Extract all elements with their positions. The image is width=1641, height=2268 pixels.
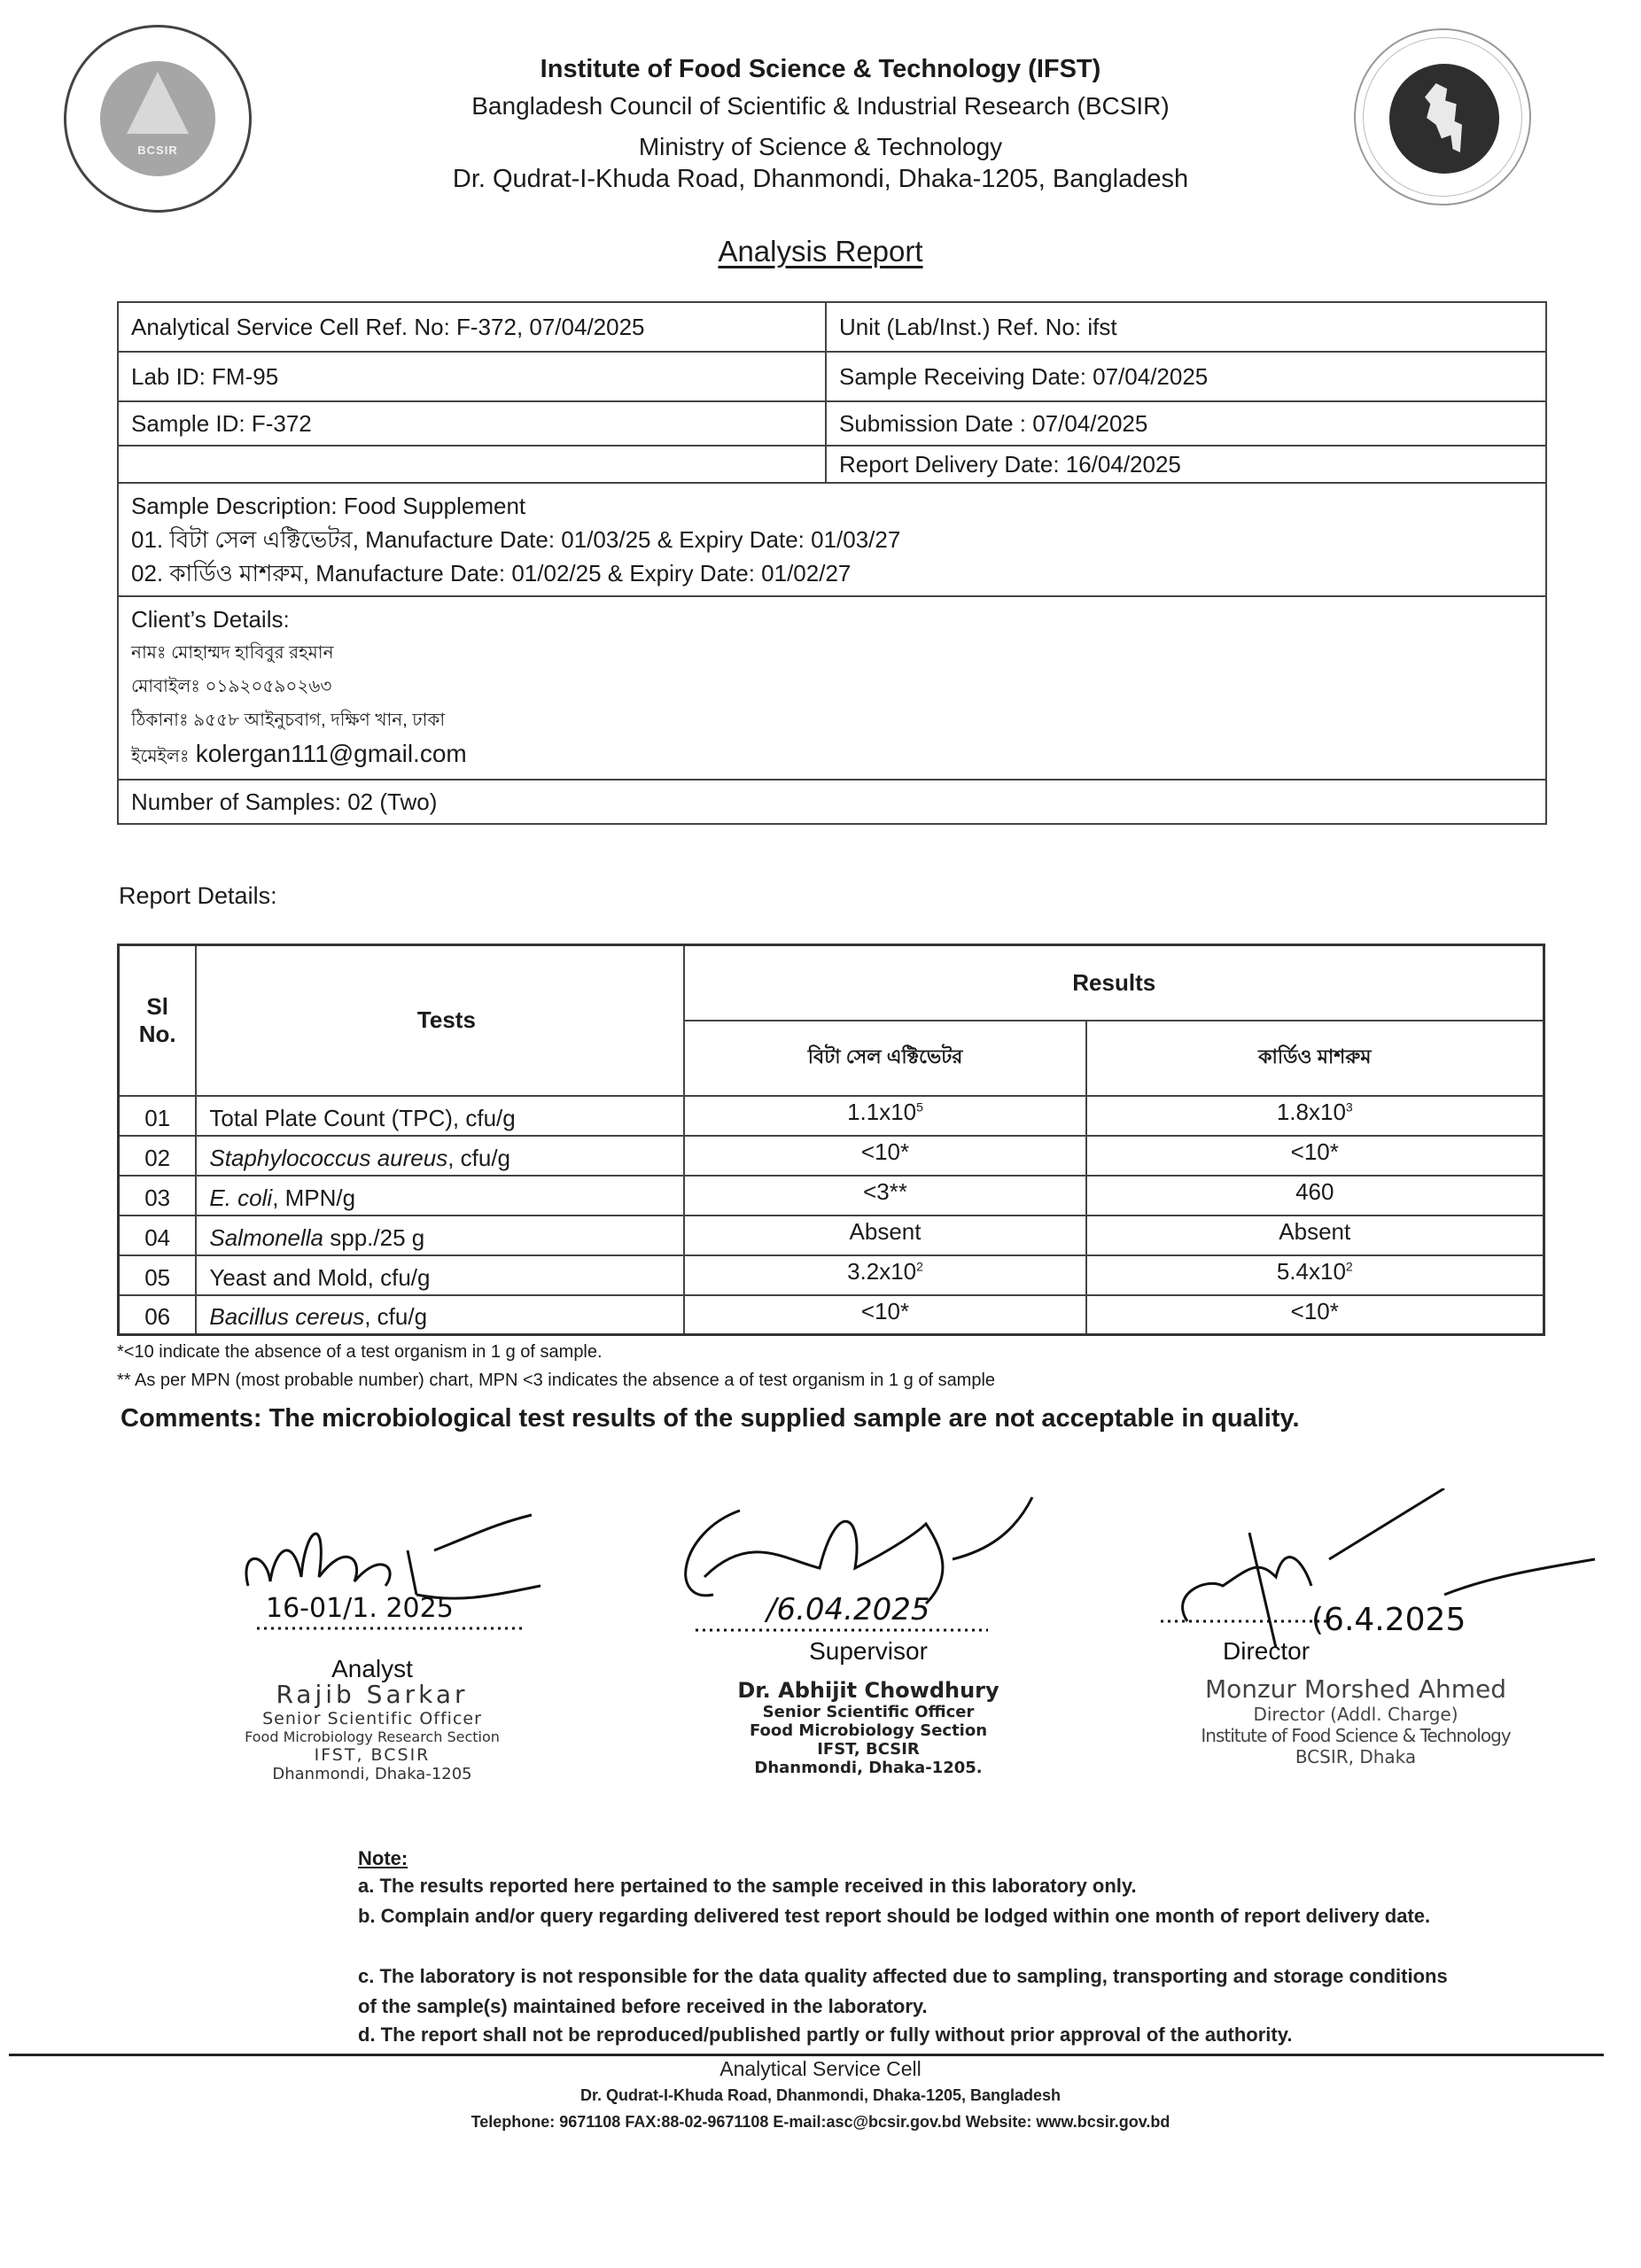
supervisor-block: Supervisor Dr. Abhijit Chowdhury Senior Scientific Officer Food Microbiology Section IFST, BCSIR Dhanmondi, Dhaka-1205.	[691, 1637, 1046, 1777]
lab-id: Lab ID: FM-95	[118, 352, 826, 401]
number-of-samples: Number of Samples: 02 (Two)	[118, 780, 1546, 824]
report-details-label: Report Details:	[119, 882, 277, 909]
footer-cell-name: Analytical Service Cell	[719, 2057, 922, 2080]
sample-item-1: 01. বিটা সেল এক্টিভেটর, Manufacture Date: 01/03/25 & Expiry Date: 01/03/27	[131, 526, 901, 553]
sample-1-header: বিটা সেল এক্টিভেটর	[684, 1021, 1085, 1096]
report-info-table	[117, 301, 1547, 825]
analyst-signature-icon	[230, 1497, 558, 1630]
sample-receiving-date: Sample Receiving Date: 07/04/2025	[826, 352, 1546, 401]
result-sample-1: $3.2x10^2$	[684, 1255, 1085, 1295]
results-table	[117, 944, 1545, 1336]
test-name: E. coli, MPN/g	[196, 1176, 684, 1216]
result-sample-2: <10*	[1086, 1136, 1544, 1176]
sl-no: 05	[119, 1255, 197, 1295]
result-sample-2: <10*	[1086, 1295, 1544, 1335]
test-name: Salmonella spp./25 g	[196, 1216, 684, 1255]
footer-divider	[9, 2054, 1604, 2056]
sl-no: 01	[119, 1096, 197, 1136]
note-c: c. The laboratory is not responsible for the data quality affected due to sampling, transporting and storage conditions of the sample(s) maintained before received in the laboratory.	[358, 1965, 1448, 2017]
result-sample-1: $1.1x10^5$	[684, 1096, 1085, 1136]
table-row	[119, 1216, 1544, 1255]
client-email: kolergan111@gmail.com	[195, 740, 467, 767]
analyst-role: Analyst	[331, 1655, 413, 1682]
footer-contact: Telephone: 9671108 FAX:88-02-9671108 E-mail:asc@bcsir.gov.bd Website: www.bcsir.gov.bd	[471, 2113, 1170, 2131]
empty-cell	[118, 446, 826, 483]
table-row	[119, 1096, 1544, 1136]
client-address: ঠিকানাঃ ৯৫৫৮ আইনুচবাগ, দক্ষিণ খান, ঢাকা	[131, 711, 446, 730]
svg-text:(6.4.2025: (6.4.2025	[1311, 1602, 1466, 1638]
sample-item-2: 02. কার্ডিও মাশরুম, Manufacture Date: 01/02/25 & Expiry Date: 01/02/27	[131, 560, 852, 586]
note-heading: Note:	[358, 1847, 408, 1869]
note-d: d. The report shall not be reproduced/published partly or fully without prior approval of the authority.	[358, 2023, 1293, 2046]
test-name: Yeast and Mold, cfu/g	[196, 1255, 684, 1295]
sl-no: 04	[119, 1216, 197, 1255]
supervisor-role: Supervisor	[809, 1637, 928, 1665]
result-sample-2: 460	[1086, 1176, 1544, 1216]
table-row	[119, 1295, 1544, 1335]
director-name: Monzur Morshed Ahmed	[1204, 1674, 1507, 1704]
note-a: a. The results reported here pertained to the sample received in this laboratory only.	[358, 1875, 1137, 1897]
table-row	[119, 1176, 1544, 1216]
comments: Comments: The microbiological test results of the supplied sample are not acceptable in quality.	[121, 1404, 1300, 1433]
client-details-section	[118, 596, 1546, 780]
footer-address: Dr. Qudrat-I-Khuda Road, Dhanmondi, Dhaka-1205, Bangladesh	[579, 2086, 1062, 2104]
footnote-1: *<10 indicate the absence of a test organism in 1 g of sample.	[117, 1342, 603, 1362]
sample-id: Sample ID: F-372	[118, 401, 826, 446]
sl-no: 02	[119, 1136, 197, 1176]
svg-text:/6.04.2025: /6.04.2025	[766, 1592, 930, 1627]
result-sample-1: <3**	[684, 1176, 1085, 1216]
result-sample-1: <10*	[684, 1295, 1085, 1335]
page-title: Analysis Report	[718, 235, 923, 268]
logo-text: BCSIR	[137, 144, 178, 157]
sample-description-section	[118, 483, 1546, 596]
sample-2-header: কার্ডিও মাশরুম	[1086, 1021, 1544, 1096]
client-email-row	[131, 737, 1533, 773]
council-name: Bangladesh Council of Scientific & Industrial Research (BCSIR)	[471, 92, 1170, 120]
result-sample-2: $5.4x10^2$	[1086, 1255, 1544, 1295]
table-row	[119, 1136, 1544, 1176]
analyst-block: Analyst Rajib Sarkar Senior Scientific Officer Food Microbiology Research Section IFST, BCSIR Dhanmondi, Dhaka-1205	[159, 1655, 585, 1783]
sl-no: 03	[119, 1176, 197, 1216]
supervisor-signature-icon	[660, 1480, 1059, 1635]
institute-name: Institute of Food Science & Technology (IFST)	[540, 55, 1101, 83]
director-signature-icon	[1152, 1488, 1613, 1648]
analyst-name: Rajib Sarkar	[276, 1680, 469, 1709]
svg-text:16-01/1. 2025: 16-01/1. 2025	[266, 1593, 454, 1624]
test-name: Bacillus cereus, cfu/g	[196, 1295, 684, 1335]
client-name: নামঃ মোহাম্মদ হাবিবুর রহমান	[131, 643, 334, 663]
director-role: Director	[1223, 1637, 1310, 1665]
results-header: Results	[684, 945, 1544, 1021]
unit-ref-no: Unit (Lab/Inst.) Ref. No: ifst	[826, 302, 1546, 352]
header-address: Dr. Qudrat-I-Khuda Road, Dhanmondi, Dhaka-1205, Bangladesh	[452, 165, 1189, 193]
result-sample-2: Absent	[1086, 1216, 1544, 1255]
sl-no: 06	[119, 1295, 197, 1335]
test-name: Staphylococcus aureus, cfu/g	[196, 1136, 684, 1176]
asc-ref-no: Analytical Service Cell Ref. No: F-372, 07/04/2025	[118, 302, 826, 352]
supervisor-name: Dr. Abhijit Chowdhury	[737, 1678, 999, 1703]
sample-description: Sample Description: Food Supplement	[131, 493, 526, 519]
result-sample-2: $1.8x10^3$	[1086, 1096, 1544, 1136]
test-name: Total Plate Count (TPC), cfu/g	[196, 1096, 684, 1136]
client-email-label: ইমেইলঃ	[131, 747, 190, 766]
table-row	[119, 1255, 1544, 1295]
director-block: Director Monzur Morshed Ahmed Director (Addl. Charge) Institute of Food Science & Technology BCSIR, Dhaka	[1178, 1637, 1533, 1767]
client-mobile: মোবাইলঃ ০১৯২০৫৯০২৬৩	[131, 677, 332, 696]
footnote-2: ** As per MPN (most probable number) chart, MPN <3 indicates the absence a of test organism in 1 g of sample	[117, 1371, 996, 1390]
note-b: b. Complain and/or query regarding delivered test report should be lodged within one month of report delivery date.	[358, 1905, 1431, 1927]
client-details-label: Client’s Details:	[131, 606, 290, 633]
result-sample-1: Absent	[684, 1216, 1085, 1255]
submission-date: Submission Date : 07/04/2025	[826, 401, 1546, 446]
tests-header: Tests	[196, 945, 684, 1096]
sl-no-header: Sl No.	[119, 945, 197, 1096]
result-sample-1: <10*	[684, 1136, 1085, 1176]
ministry-name: Ministry of Science & Technology	[638, 133, 1003, 160]
report-delivery-date: Report Delivery Date: 16/04/2025	[826, 446, 1546, 483]
